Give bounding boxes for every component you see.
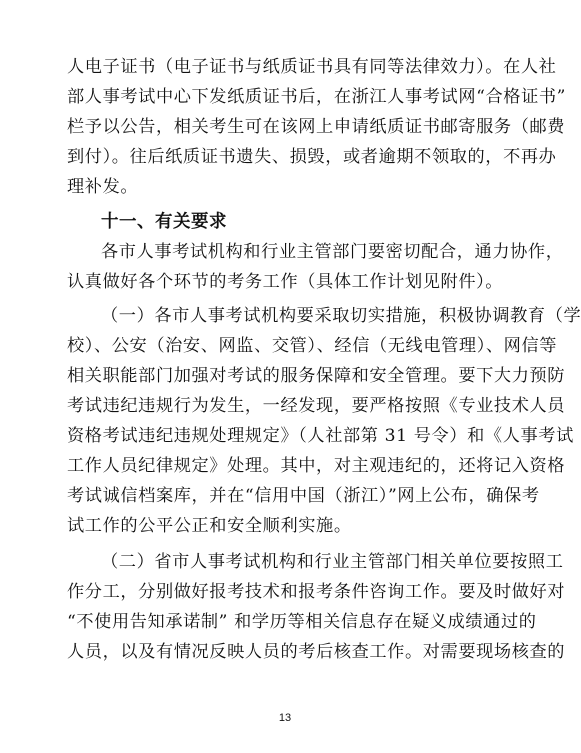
text-line: 人电子证书（电子证书与纸质证书具有同等法律效力）。在人社 [67,57,557,77]
text-line: 各市人事考试机构和行业主管部门要密切配合，通力协作， [101,242,564,262]
text-line: 资格考试违纪违规处理规定》（人社部第 31 号令）和《人事考试 [67,426,574,446]
paragraph-coordination [67,237,564,297]
paragraph-item-one [67,301,581,541]
text-line: 校）、公安（治安、网监、交管）、经信（无线电管理）、网信等 [67,336,558,356]
text-line: 人员，以及有情况反映人员的考后核查工作。对需要现场核查的 [67,642,566,662]
paragraph-certificate [67,52,567,202]
text-line: 到付）。往后纸质证书遗失、损毁，或者逾期不领取的，不再办 [67,147,557,167]
text-line: 试工作的公平公正和安全顺利实施。 [67,516,352,536]
text-line: 工作人员纪律规定》处理。其中，对主观违纪的，还将记入资格 [67,456,566,476]
text-line: “不使用告知承诺制” 和学历等相关信息存在疑义成绩通过的 [67,612,537,632]
section-heading: 十一、有关要求 [101,212,227,232]
text-line: 作分工，分别做好报考技术和报考条件咨询工作。要及时做好对 [67,582,566,602]
page-number: 13 [278,712,292,724]
text-line: 栏予以公告，相关考生可在该网上申请纸质证书邮寄服务（邮费 [67,117,566,137]
text-line: 认真做好各个环节的考务工作（具体工作计划见附件）。 [67,272,504,292]
text-line: 理补发。 [67,177,139,197]
paragraph-item-two [67,547,566,667]
text-line: （一）各市人事考试机构要采取切实措施，积极协调教育（学 [101,306,581,326]
text-line: 相关职能部门加强对考试的服务保障和安全管理。要下大力预防 [67,366,566,386]
text-line: 部人事考试中心下发纸质证书后，在浙江人事考试网“合格证书” [67,87,567,107]
text-line: 考试诚信档案库，并在“信用中国（浙江）”网上公布，确保考 [67,486,540,506]
text-line: （二）省市人事考试机构和行业主管部门相关单位要按照工 [101,552,564,572]
text-line: 考试违纪违规行为发生，一经发现，要严格按照《专业技术人员 [67,396,566,416]
